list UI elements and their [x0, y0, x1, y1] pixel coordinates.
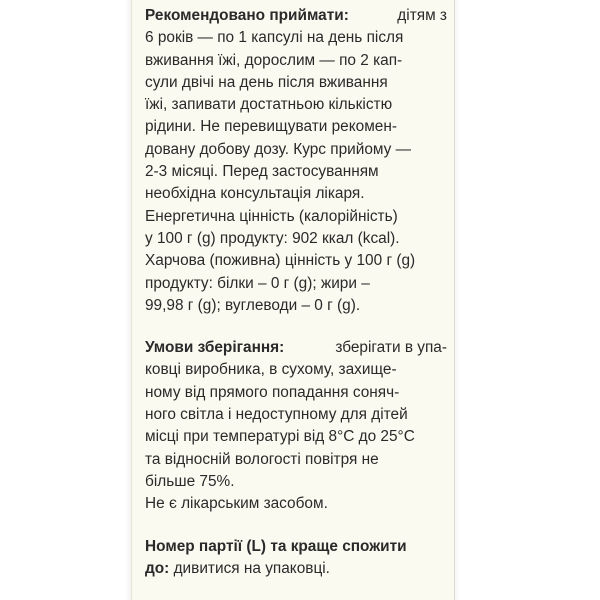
storage-section: [145, 337, 447, 515]
storage-line: ному від прямого попадання соняч-: [145, 383, 400, 401]
storage-line: та відносній вологості повітря не: [145, 450, 379, 468]
storage-line: більше 75%.: [145, 472, 235, 490]
label-text: [145, 5, 447, 580]
dosage-text: дітям з: [397, 7, 447, 24]
batch-heading-end: до:: [145, 559, 170, 577]
storage-line: ного світла і недоступному для дітей: [145, 406, 408, 424]
storage-text: зберігати в упа-: [335, 339, 447, 357]
dosage-line: рідини. Не перевищувати рекомен-: [145, 118, 397, 136]
section-gap: [145, 516, 447, 536]
dosage-line: необхідна консультація лікаря.: [145, 185, 365, 203]
energy-value-line: у 100 г (g) продукту: 902 ккал (kcal).: [145, 229, 400, 247]
section-gap: [145, 317, 447, 337]
dosage-heading: Рекомендовано приймати:: [145, 7, 349, 24]
dosage-line: [145, 5, 447, 27]
panel-right-edge: [454, 0, 460, 600]
storage-line: ковці виробника, в сухому, захище-: [145, 361, 397, 379]
nutrition-line: продукту: білки – 0 г (g); жири –: [145, 274, 370, 292]
batch-heading: Номер партії (L) та краще спожити: [145, 537, 407, 555]
batch-line: [145, 558, 447, 580]
energy-value-line: Енергетична цінність (калорійність): [145, 207, 398, 225]
batch-section: [145, 536, 447, 581]
not-medicine-note: Не є лікарським засобом.: [145, 495, 328, 513]
storage-heading: Умови зберігання:: [145, 339, 285, 357]
dosage-line: 6 років — по 1 капсулі на день після: [145, 29, 404, 47]
dosage-section: [145, 5, 447, 317]
dosage-line: сули двічі на день після вживання: [145, 73, 388, 91]
nutrition-line: 99,98 г (g); вуглеводи – 0 г (g).: [145, 296, 361, 314]
dosage-line: 2-3 місяці. Перед застосуванням: [145, 163, 379, 181]
nutrition-line: Харчова (поживна) цінність у 100 г (g): [145, 252, 416, 270]
dosage-line: довану добову дозу. Курс прийому —: [145, 140, 412, 158]
storage-line: [145, 337, 447, 359]
dosage-line: вживання їжі, дорослим — по 2 кап-: [145, 51, 403, 69]
batch-text: дивитися на упаковці.: [173, 559, 330, 577]
dosage-line: їжі, запивати достатньою кількістю: [145, 96, 393, 114]
storage-line: місці при температурі від 8°С до 25°С: [145, 428, 415, 446]
